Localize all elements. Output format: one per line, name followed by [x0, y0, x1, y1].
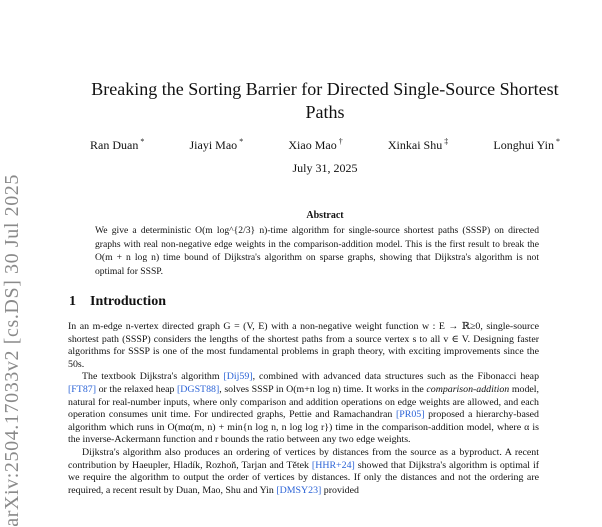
paragraph: [68, 371, 539, 447]
paragraph-text: provided: [321, 484, 359, 496]
author: [388, 137, 448, 153]
paragraph: [68, 447, 539, 497]
arxiv-identifier: arXiv:2504.17033v2 [cs.DS] 30 Jul 2025: [0, 174, 23, 527]
paragraph-text: , solves SSSP in O(m+n log n) time. It works in the: [219, 383, 427, 395]
section-number: 1: [69, 294, 76, 309]
citation-link[interactable]: [DGST88]: [177, 383, 220, 395]
paragraph-text: Dijkstra's algorithm also produces an ordering of vertices by distances from the source as a byproduct. A recent contribution by Haeupler, Hladík, Rozhoň, Tarjan and Tětek: [68, 446, 539, 471]
paragraph-text: showed that Dijkstra's algorithm is optimal if we require the algorithm to output the order of vertices by distances. If only the distances and not the ordering are required, a recent result by Duan, Mao, Shu and Yin: [68, 459, 539, 496]
author: [190, 137, 244, 153]
affiliation-mark: *: [555, 137, 560, 146]
author-name: Xiao Mao: [288, 138, 337, 152]
paragraph-text: , combined with advanced data structures such as the Fibonacci heap: [252, 371, 540, 383]
affiliation-mark: *: [239, 137, 244, 146]
citation-link[interactable]: [PR05]: [395, 409, 425, 421]
abstract-heading: Abstract: [306, 210, 344, 221]
author: [493, 137, 560, 153]
abstract-text: We give a deterministic O(m log^{2/3} n)-time algorithm for single-source shortest paths (SSSP) on directed graphs with real non-negative edge weights in the comparison-addition model. This is the first result to break the O(m + n log n) time bound of Dijkstra's algorithm on sparse graphs, showing that Dijkstra's algorithm is not optimal for SSSP.: [95, 225, 539, 277]
affiliation-mark: *: [140, 137, 145, 146]
affiliation-mark: ‡: [444, 137, 449, 146]
citation-link[interactable]: [FT87]: [68, 383, 96, 395]
emphasized-term: comparison-addition: [426, 383, 510, 395]
affiliation-mark: †: [338, 137, 343, 146]
paragraph: In an m-edge n-vertex directed graph G = (V, E) with a non-negative weight function w : E → ℝ≥0, single-source shortest path (SSSP) considers the lengths of the shortest paths from a source vertex s to all v ∈ V. Designing faster algorithms for SSSP is one of the most fundamental problems in graph theory, with exciting improvements since the 50s.: [68, 321, 539, 370]
author: [90, 137, 144, 153]
citation-link[interactable]: [HHR+24]: [311, 459, 355, 471]
paragraph-text: or the relaxed heap: [95, 383, 178, 395]
author-name: Longhui Yin: [493, 138, 554, 152]
arxiv-stamp: [0, 175, 27, 527]
author-name: Jiayi Mao: [189, 138, 238, 152]
section-title: Introduction: [90, 294, 166, 309]
paragraph-text: proposed a hierarchy-based algorithm which runs in O(mα(m, n) + min{n log n, n log log r}) time in the comparison-addition model, where α is the inverse-Ackermann function and r bounds the ratio between any two edge weights.: [68, 409, 539, 446]
section-heading: [69, 294, 166, 310]
author-name: Xinkai Shu: [387, 138, 443, 152]
section-body: [68, 321, 539, 497]
author: [288, 137, 342, 153]
publication-date: July 31, 2025: [292, 161, 358, 175]
citation-link[interactable]: [DMSY23]: [276, 484, 322, 496]
paragraph-text: The textbook Dijkstra's algorithm: [82, 371, 224, 383]
author-name: Ran Duan: [90, 138, 139, 152]
paragraph-text: model, natural for real-number inputs, where only comparison and addition operations on edge weights are allowed, and each operation consumes unit time. For undirected graphs, Pettie and Ramachandran: [68, 383, 539, 421]
paper-title: Breaking the Sorting Barrier for Directed Single-Source Shortest Paths: [91, 79, 559, 122]
author-list: [90, 137, 560, 153]
citation-link[interactable]: [Dij59]: [223, 371, 253, 383]
